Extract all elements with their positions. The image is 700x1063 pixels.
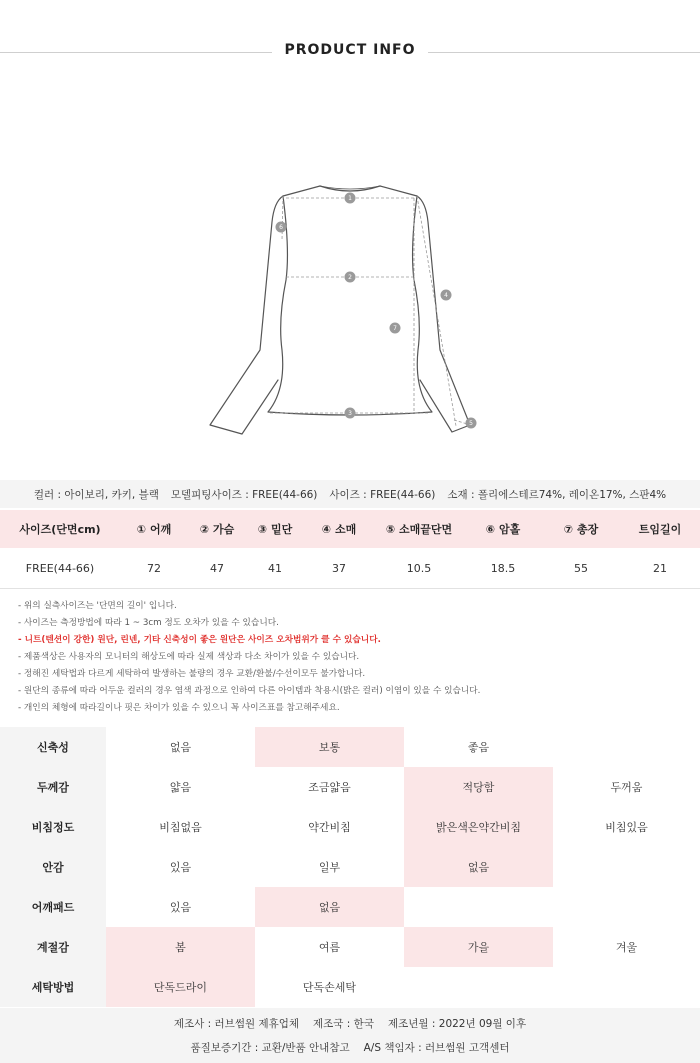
size-header-cell: 트임길이 bbox=[638, 523, 682, 536]
fabric-option: 있음 bbox=[169, 861, 192, 874]
fabric-option bbox=[553, 967, 700, 1007]
fabric-label: 계절감 bbox=[0, 927, 106, 967]
size-info: 사이즈 : FREE(44-66) bbox=[329, 488, 436, 501]
marker-1-icon bbox=[345, 193, 356, 204]
size-table bbox=[0, 510, 700, 589]
size-header-cell: ⑥ 암홀 bbox=[485, 523, 521, 536]
maker-value: 러브썸원 제휴업체 bbox=[214, 1018, 300, 1030]
size-cell: 37 bbox=[332, 561, 346, 575]
svg-text:5: 5 bbox=[469, 420, 473, 427]
size-notes bbox=[18, 598, 688, 717]
fabric-label: 세탁방법 bbox=[0, 967, 106, 1007]
divider bbox=[0, 588, 700, 589]
size-header-cell: ② 가슴 bbox=[199, 523, 235, 536]
fabric-label: 비침정도 bbox=[0, 807, 106, 847]
fabric-option: 일부 bbox=[318, 861, 341, 874]
fabric-option: 없음 bbox=[169, 741, 192, 754]
fabric-option: 비침없음 bbox=[159, 821, 202, 834]
fabric-option-selected: 밝은색은약간비침 bbox=[404, 807, 553, 847]
page-title: PRODUCT INFO bbox=[284, 42, 416, 58]
as-label: A/S 책임자 bbox=[363, 1042, 415, 1054]
fabric-label: 어깨패드 bbox=[0, 887, 106, 927]
fabric-option: 좋음 bbox=[467, 741, 490, 754]
footer-line-2: 품질보증기간 : 교환/반품 안내참고 A/S 책임자 : 러브썸원 고객센터 bbox=[190, 1042, 510, 1054]
size-cell: 18.5 bbox=[490, 561, 516, 575]
fabric-option: 있음 bbox=[169, 901, 192, 914]
size-header-cell: ④ 소매 bbox=[321, 523, 357, 536]
model-label: 모델피팅사이즈 bbox=[170, 488, 242, 501]
warranty-value: 교환/반품 안내참고 bbox=[261, 1042, 350, 1054]
marker-6-icon bbox=[276, 222, 287, 233]
marker-3-icon bbox=[345, 408, 356, 419]
product-info-bar bbox=[0, 480, 700, 508]
marker-2-icon bbox=[345, 272, 356, 283]
size-label: 사이즈 bbox=[329, 488, 360, 501]
fabric-option-selected: 없음 bbox=[404, 847, 553, 887]
size-cell: 72 bbox=[147, 561, 161, 575]
color-info: 컬러 : 아이보리, 카키, 블랙 bbox=[33, 488, 159, 501]
fabric-row-lining bbox=[0, 847, 700, 887]
fabric-row-thickness bbox=[0, 767, 700, 807]
country-value: 한국 bbox=[353, 1018, 374, 1030]
marker-4-icon bbox=[441, 290, 452, 301]
fabric-properties-table bbox=[0, 727, 700, 1007]
svg-text:4: 4 bbox=[444, 292, 448, 299]
size-cell: 47 bbox=[210, 561, 224, 575]
fabric-option-selected: 없음 bbox=[255, 887, 404, 927]
fabric-option-selected: 단독드라이 bbox=[106, 967, 255, 1007]
fabric-row-shoulder-pad bbox=[0, 887, 700, 927]
svg-text:1: 1 bbox=[348, 195, 352, 202]
country-label: 제조국 bbox=[313, 1018, 344, 1030]
size-value: FREE(44-66) bbox=[370, 488, 436, 501]
size-header-cell: ③ 밑단 bbox=[257, 523, 293, 536]
fabric-option: 비침있음 bbox=[605, 821, 648, 834]
note-line: - 위의 실측사이즈는 '단면의 길이' 입니다. bbox=[18, 601, 177, 611]
fabric-option-selected: 보통 bbox=[255, 727, 404, 767]
svg-text:6: 6 bbox=[279, 224, 283, 231]
fabric-row-season bbox=[0, 927, 700, 967]
manufacturer-footer bbox=[0, 1008, 700, 1063]
note-line: - 사이즈는 측정방법에 따라 1 ~ 3cm 정도 오차가 있을 수 있습니다. bbox=[18, 618, 279, 628]
size-table-header bbox=[0, 510, 700, 548]
fabric-row-stretch bbox=[0, 727, 700, 767]
fabric-option: 약간비침 bbox=[308, 821, 351, 834]
fabric-label: 신축성 bbox=[0, 727, 106, 767]
fabric-option: 단독손세탁 bbox=[302, 981, 357, 994]
fabric-option: 여름 bbox=[318, 941, 341, 954]
fabric-option bbox=[404, 967, 553, 1007]
fabric-option-selected: 가을 bbox=[404, 927, 553, 967]
svg-text:3: 3 bbox=[348, 410, 352, 417]
svg-text:7: 7 bbox=[393, 325, 397, 332]
fabric-option: 두꺼움 bbox=[610, 781, 643, 794]
size-cell: 10.5 bbox=[406, 561, 432, 575]
size-cell: 21 bbox=[653, 561, 667, 575]
material-value: 폴리에스테르74%, 레이온17%, 스판4% bbox=[477, 488, 667, 501]
date-label: 제조년월 bbox=[387, 1018, 429, 1030]
size-cell: 55 bbox=[574, 561, 588, 575]
table-row bbox=[0, 548, 700, 588]
fabric-label: 두께감 bbox=[0, 767, 106, 807]
fabric-option-selected: 적당함 bbox=[404, 767, 553, 807]
note-line: - 제품색상은 사용자의 모니터의 해상도에 따라 실제 색상과 다소 차이가 있을 수 있습니다. bbox=[18, 652, 360, 662]
long-sleeve-top-illustration bbox=[190, 170, 510, 450]
fabric-option: 겨울 bbox=[615, 941, 638, 954]
note-line: - 정해진 세탁법과 다르게 세탁하여 발생하는 불량의 경우 교환/환불/수선이모두 불가합니다. bbox=[18, 669, 366, 679]
size-cell: 41 bbox=[268, 561, 282, 575]
size-header-cell: ⑦ 총장 bbox=[563, 523, 599, 536]
note-line-highlight: - 니트(텐션이 강한) 원단, 린넨, 기타 신축성이 좋은 원단은 사이즈 오차범위가 클 수 있습니다. bbox=[18, 635, 381, 645]
material-label: 소재 bbox=[447, 488, 468, 501]
size-header-cell: 사이즈(단면cm) bbox=[19, 523, 101, 536]
marker-7-icon bbox=[390, 323, 401, 334]
fabric-option: 조금얇음 bbox=[308, 781, 351, 794]
size-header-cell: ① 어깨 bbox=[136, 523, 172, 536]
date-value: 2022년 09월 이후 bbox=[438, 1018, 527, 1030]
fabric-option bbox=[553, 847, 700, 887]
section-header bbox=[0, 0, 700, 104]
fabric-label: 안감 bbox=[0, 847, 106, 887]
model-info: 모델피팅사이즈 : FREE(44-66) bbox=[170, 488, 318, 501]
fabric-row-sheerness bbox=[0, 807, 700, 847]
fabric-option bbox=[553, 887, 700, 927]
fabric-option-selected: 봄 bbox=[106, 927, 255, 967]
header-rule-right bbox=[428, 52, 700, 53]
size-cell: FREE(44-66) bbox=[25, 561, 95, 575]
model-value: FREE(44-66) bbox=[252, 488, 318, 501]
size-header-cell: ⑤ 소매끝단면 bbox=[385, 523, 453, 536]
footer-line-1: 제조사 : 러브썸원 제휴업체 제조국 : 한국 제조년월 : 2022년 09월 이후 bbox=[173, 1018, 527, 1030]
garment-diagram bbox=[190, 170, 510, 450]
maker-label: 제조사 bbox=[173, 1018, 205, 1030]
fabric-option: 얇음 bbox=[169, 781, 192, 794]
marker-5-icon bbox=[466, 418, 477, 429]
color-label: 컬러 bbox=[33, 488, 55, 501]
color-value: 아이보리, 카키, 블랙 bbox=[64, 488, 159, 501]
warranty-label: 품질보증기간 bbox=[190, 1042, 252, 1054]
fabric-option bbox=[553, 727, 700, 767]
fabric-row-washing bbox=[0, 967, 700, 1007]
note-line: - 원단의 종류에 따라 어두운 컬러의 경우 염색 과정으로 인하여 다른 아이템과 착용시(밝은 컬러) 이염이 있을 수 있습니다. bbox=[18, 686, 481, 696]
fabric-option bbox=[404, 887, 553, 927]
note-line: - 개인의 체형에 따라길이나 핏은 차이가 있을 수 있으니 꼭 사이즈표를 참고해주세요. bbox=[18, 703, 340, 713]
material-info: 소재 : 폴리에스테르74%, 레이온17%, 스판4% bbox=[447, 488, 667, 501]
as-value: 러브썸원 고객센터 bbox=[425, 1042, 510, 1054]
svg-text:2: 2 bbox=[348, 274, 352, 281]
